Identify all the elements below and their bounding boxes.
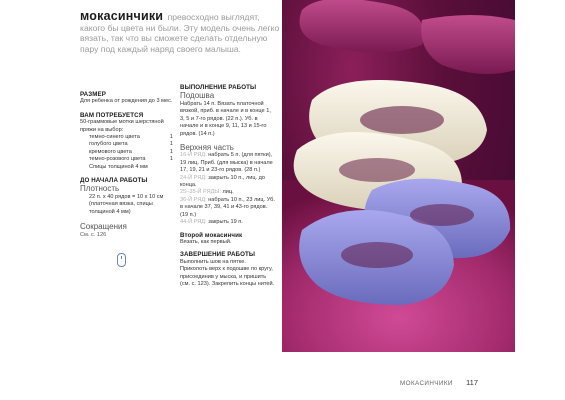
finish-heading: ЗАВЕРШЕНИЕ РАБОТЫ <box>180 251 256 259</box>
slippers-photo <box>282 0 515 352</box>
needles-text: Спицы толщиной 4 мм <box>89 163 148 170</box>
upper-label: Верхняя часть <box>180 142 234 152</box>
page-title: мокасинчики <box>80 9 164 23</box>
slipper-opening <box>410 204 474 226</box>
abbr-label: Сокращения <box>80 222 127 232</box>
sole-label: Подошва <box>180 91 215 101</box>
mouse-icon <box>117 253 126 267</box>
materials-section <box>80 112 173 171</box>
yarn-row: кремового цвета 1 <box>89 148 173 155</box>
slipper-opening <box>339 158 415 182</box>
pink-slipper <box>300 0 425 53</box>
intro-text: превосходно выглядят, какого бы цвета ни были. Эту модель очень легко вязать, так что вы сможете сделать отдельную пару под каждый наряд своего малыша. <box>80 12 280 54</box>
materials-intro: 50-граммовые мотки шерстяной пряжи на выбор: <box>80 119 164 133</box>
abbr-ref: См. с. 126 <box>80 231 107 238</box>
slipper-opening <box>360 106 444 134</box>
density-text: 22 п. х 40 рядов = 10 х 10 см (платочная вязка, спицы толщиной 4 мм) <box>89 193 164 215</box>
size-heading: РАЗМЕР <box>80 91 106 98</box>
page-number: 117 <box>466 378 479 387</box>
yarn-row: темно-синего цвета 1 <box>89 134 173 141</box>
size-section <box>80 91 173 106</box>
sole-text: Набрать 14 п. Вязать платочной вязкой, приб. в начале и в конце 1, 3, 5 и 7-го рядов. (22 п.). Уб. в начале и в конце 9, 11, 13 и 15-го рядов. (14 п.) <box>180 100 271 137</box>
materials-heading: ВАМ ПОТРЕБУЕТСЯ <box>80 111 144 119</box>
upper-row-24: 24-Й РЯД: закрыть 10 п., лиц. до конца. <box>180 174 266 189</box>
yarn-row: темно-розового цвета 1 <box>89 156 173 163</box>
before-heading: ДО НАЧАЛА РАБОТЫ <box>80 177 148 185</box>
upper-row-16: 16-Й РЯД: набрать 5 п. (для пятки), 19 лиц. Приб. (для мыска) в начале 17, 19, 21 и 23-го рядов. (28 п.) <box>180 152 273 174</box>
upper-row-44: 44-Й РЯД: закрыть 19 п. <box>180 219 243 226</box>
middle-column <box>180 84 275 288</box>
density-label: Плотность <box>80 184 120 194</box>
slipper-opening <box>341 242 413 268</box>
yarn-row: голубого цвета 1 <box>89 141 173 148</box>
before-section <box>80 177 173 239</box>
upper-row-36: 36-Й РЯД: набрать 10 п., 23 лиц. Уб. в начале 37, 39, 41 и 43-го рядов. (19 п.) <box>180 196 275 218</box>
slippers-illustration <box>282 0 515 352</box>
second-text: Вязать, как первый. <box>180 238 232 245</box>
size-text: Для ребенка от рождения до 3 мес. <box>80 98 173 105</box>
upper-row-25: 25–35-Й РЯДЫ: лиц. <box>180 189 234 196</box>
finish-text: Выполнить шов на пятке. Приколоть верх к подошве по кругу, присоединив у мыска, и пришить (см. с. 123). Закрепить концы нитей. <box>180 258 275 287</box>
title-block <box>80 11 280 54</box>
pink-slipper <box>421 15 515 74</box>
left-column <box>80 91 173 245</box>
footer-section: МОКАСИНЧИКИ <box>400 380 453 387</box>
work-heading: ВЫПОЛНЕНИЕ РАБОТЫ <box>180 84 257 91</box>
second-label: Второй мокасинчик <box>180 231 243 239</box>
